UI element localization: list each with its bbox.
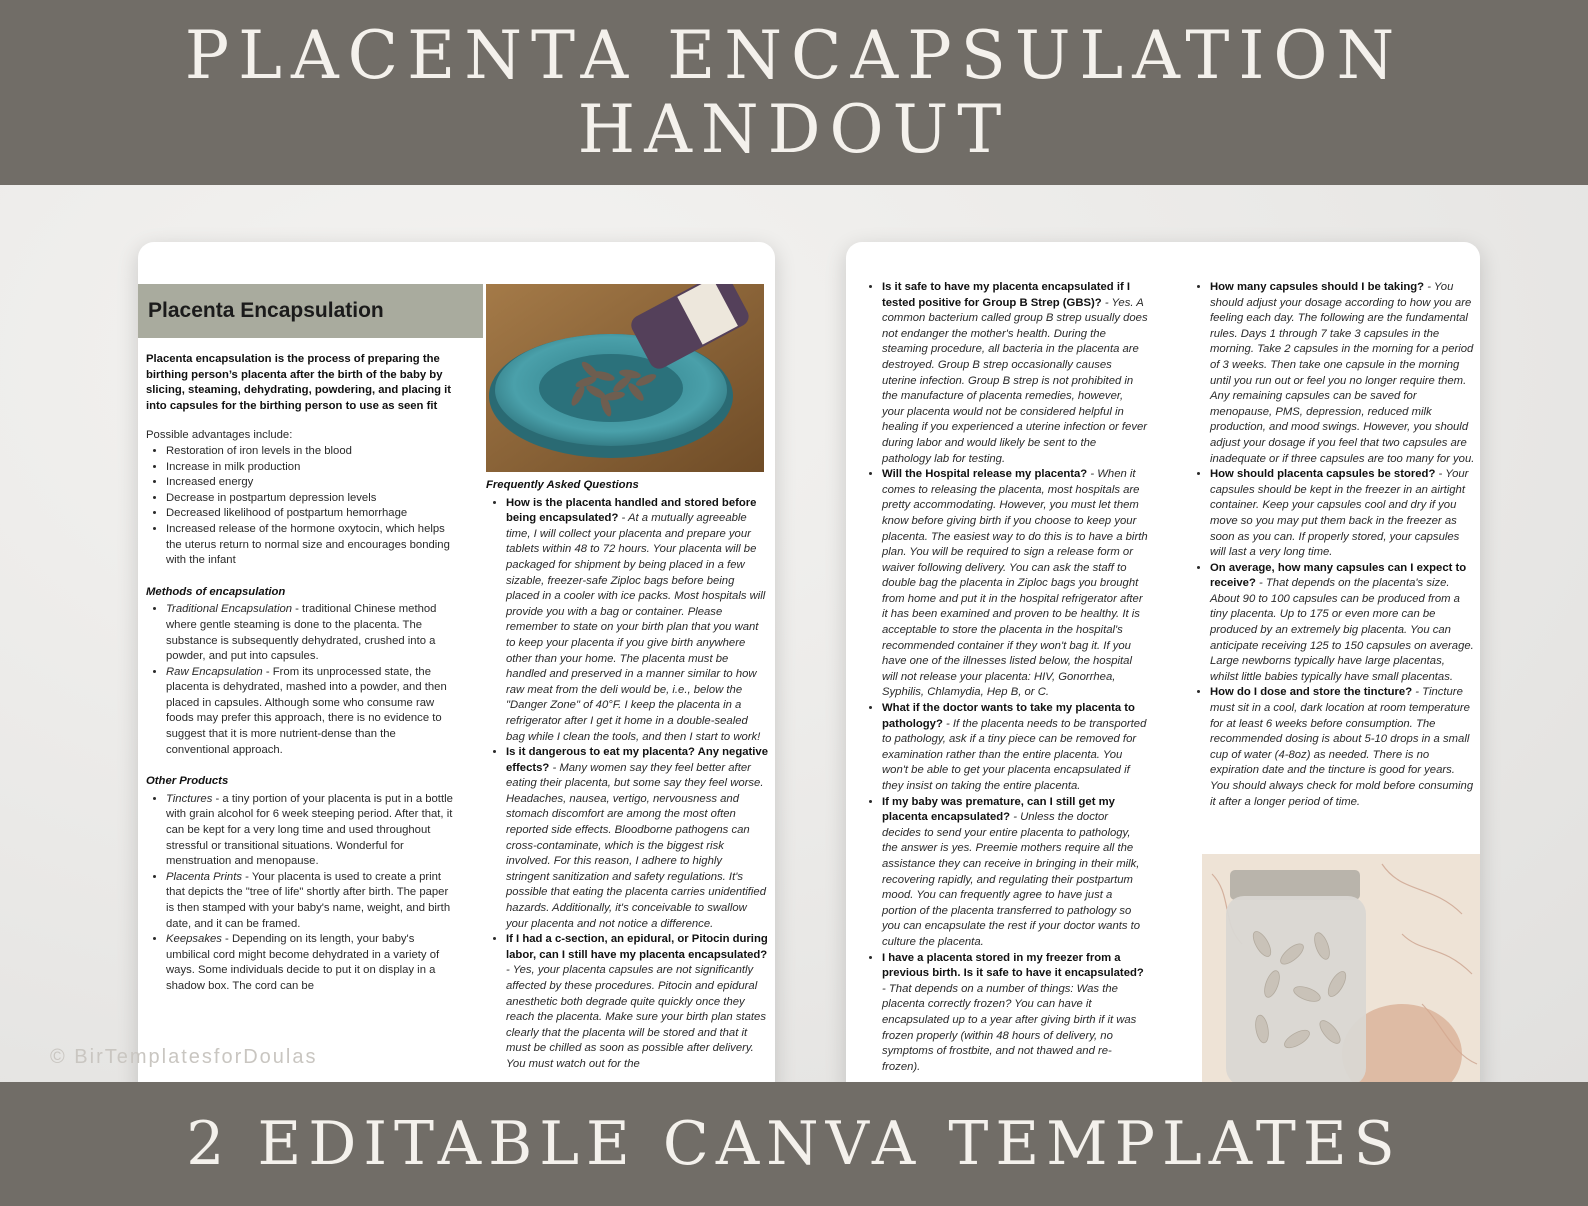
term: Placenta Prints	[166, 870, 242, 883]
faq-answer: - If the placenta needs to be transported to pathology, ask if a tiny piece can be removed for examination rather than the entire placenta. You won't be able to get your placenta encapsulated if they insist on taking the entire placenta.	[882, 717, 1147, 792]
faq-answer: - Tincture must sit in a cool, dark location at room temperature for at least 6 weeks before consumption. The recommended dosing is about 5-10 drops in a small cup of water (4-8oz) as needed. There is no expiration date and the tincture is good for years. You should always check for mold before consuming it after a longer period of time.	[1210, 686, 1474, 808]
list-item: • Decreased likelihood of postpartum hemorrhage	[166, 506, 456, 522]
faq-answer: - Your capsules should be kept in the freezer in an airtight container. Keep your capsules cool and dry if you move so you may put them back in the freezer as soon as you can. If properly stored, your capsules will last a very long time.	[1210, 468, 1469, 559]
faq-item	[882, 467, 1148, 701]
faq-list	[1190, 280, 1476, 810]
faq-answer: - Yes. A common bacterium called group B strep usually does not endanger the mother's health. During the steaming procedure, all bacteria in the placenta are destroyed. Group B strep occasionally causes uterine infection. Group B strep is not prohibited in the manufacture of placenta remedies, however, your placenta would not be considered helpful in healing if you experienced a uterine infection or fever during labor and would likely be sent to the pathology lab for testing.	[882, 296, 1148, 465]
left-column	[146, 352, 456, 995]
faq-item	[882, 701, 1148, 795]
page-title: Placenta Encapsulation	[148, 299, 384, 322]
list-item: • Restoration of iron levels in the blood	[166, 444, 456, 460]
faq-question: How do I dose and store the tincture?	[1210, 686, 1413, 699]
top-banner	[0, 0, 1588, 185]
faq-answer: - That depends on the placenta's size. About 90 to 100 capsules can be produced from a tiny placenta. Up to 175 or even more can be produced by an extremely big placenta. You can anticipate receiving 125 to 150 capsules on average. Large newborns typically have large placentas, whilst little babies typically have small placentas.	[1210, 577, 1474, 683]
faq-answer: - Yes, your placenta capsules are not significantly affected by these procedures. Pitocin and epidural anesthetic both degrade quite quickly once they reach the placenta. Make sure your birth plan states clearly that the placenta will be stored and that it must be chilled as soon as possible after delivery. You must watch out for the	[506, 964, 766, 1070]
list-item	[166, 870, 456, 932]
faq-item	[1210, 561, 1476, 686]
faq-item	[506, 932, 768, 1072]
other-products-list	[146, 792, 456, 995]
faq-question: How is the placenta handled and stored before being encapsulated?	[506, 496, 757, 525]
list-item	[166, 602, 456, 664]
faq-item	[1210, 685, 1476, 810]
term: Raw Encapsulation	[166, 665, 263, 678]
faq-question: How many capsules should I be taking?	[1210, 281, 1425, 293]
faq-question: On average, how many capsules can I expect to receive?	[1210, 561, 1467, 590]
right-column-2	[1190, 280, 1476, 810]
capsules-bowl-photo	[486, 284, 764, 472]
bottom-banner: 2 EDITABLE CANVA TEMPLATES	[0, 1082, 1588, 1206]
faq-question: If my baby was premature, can I still get my placenta encapsulated?	[882, 795, 1115, 824]
faq-heading: Frequently Asked Questions	[486, 479, 639, 491]
intro-paragraph: Placenta encapsulation is the process of preparing the birthing person’s placenta after the birth of the baby by slicing, steaming, dehydrating, powdering, and placing it into capsules for the birthing person to use as seen fit	[146, 353, 452, 412]
faq-question: Is it dangerous to eat my placenta? Any negative effects?	[506, 746, 768, 774]
faq-answer: - Unless the doctor decides to send your entire placenta to pathology, the answer is yes. Preemie mothers require all the assistance they can receive in bringing in their milk, recovering rapidly, and regulating their postpartum mood. You can frequently agree to have just a portion of the placenta transferred to pathology so you can encapsulate the rest if your doctor wants to culture the placenta.	[882, 811, 1141, 948]
faq-item	[882, 951, 1148, 1076]
title-bar	[138, 284, 483, 338]
faq-question: How should placenta capsules be stored?	[1210, 468, 1436, 481]
capsule-jar-photo	[1202, 854, 1480, 1094]
faq-question: Will the Hospital release my placenta?	[882, 468, 1088, 481]
faq-list	[486, 496, 768, 1073]
faq-item	[1210, 280, 1476, 467]
faq-item	[506, 745, 768, 932]
handout-page-2	[846, 242, 1480, 1102]
faq-answer: - Many women say they feel better after eating their placenta, but some say they feel worse. Headaches, nausea, vertigo, nervousness and stomach discomfort are among the most often reported side effects. Bloodborne pathogens can cross-contaminate, which is the biggest risk involved. For this reason, I adhere to highly stringent sanitization and safety regulations. It's possible that eating the placenta carries unidentified hazards. Additionally, it's conceivable to swallow your placenta and not notice a difference.	[506, 761, 766, 930]
capsules-bowl-image	[486, 284, 764, 472]
methods-heading: Methods of encapsulation	[146, 585, 286, 598]
banner-title-line1: PLACENTA ENCAPSULATION	[184, 17, 1404, 94]
faq-list	[862, 280, 1148, 1075]
handout-page-1	[138, 242, 775, 1102]
faq-question: Is it safe to have my placenta encapsulated if I tested positive for Group B Strep (GBS)?	[882, 281, 1130, 309]
faq-question: What if the doctor wants to take my placenta to pathology?	[882, 702, 1135, 730]
faq-item	[882, 795, 1148, 951]
right-column-1	[862, 280, 1148, 1075]
middle-column	[486, 478, 768, 1073]
banner-title-line2: HANDOUT	[577, 91, 1011, 168]
description: - Depending on its length, your baby's umbilical cord might become dehydrated in a variety of ways. Some individuals decide to put it on display in a shadow box. The cord can be	[166, 933, 440, 992]
list-item	[166, 932, 456, 994]
description: - a tiny portion of your placenta is put in a bottle with grain alcohol for 6 week steeping period. After that, it can be kept for a very long time and used throughout stressful or transitional situations. Wonderful for menstruation and menopause.	[166, 792, 453, 868]
list-item: • Increase in milk production	[166, 460, 456, 476]
term: Traditional Encapsulation	[166, 603, 293, 616]
term: Tinctures	[166, 792, 213, 805]
faq-item	[882, 280, 1148, 467]
faq-question: I have a placenta stored in my freezer from a previous birth. Is it safe to have it encapsulated?	[882, 951, 1144, 980]
description: - traditional Chinese method where gentle steaming is done to the placenta. The substance is subsequently dehydrated, crushed into a powder, and put into capsules.	[166, 603, 437, 663]
list-item: • Decrease in postpartum depression levels	[166, 491, 456, 507]
faq-item	[1210, 467, 1476, 561]
list-item	[166, 665, 456, 759]
faq-answer: - That depends on a number of things: Was the placenta correctly frozen? You can have it encapsulated up to a year after giving birth if it was frozen properly (within 48 hours of delivery, no symptoms of frostbite, and not thawed and re-frozen).	[882, 982, 1137, 1073]
list-item: • Increased release of the hormone oxytocin, which helps the uterus return to normal size and encourages bonding with the infant	[166, 522, 456, 569]
methods-list	[146, 602, 456, 758]
advantages-lead: Possible advantages include:	[146, 429, 293, 442]
faq-answer: - When it comes to releasing the placenta, most hospitals are pretty accommodating. However, you must let them know before giving birth if you choose to keep your placenta. The easiest way to do this is to have a birth plan. You will be required to sign a release form or waiver following delivery. You can ask the staff to double bag the placenta in Ziploc bags you brought from home and put it in the hospital refrigerator after it has been examined and proven to be healthy. It is acceptable to store the placenta in the hospital's recommended container if they won't bag it. If you have one of the illnesses listed below, the hospital will not release your placenta: HIV, Gonorrhea, Syphilis, Chlamydia, Hep B, or C.	[882, 468, 1148, 699]
description: - From its unprocessed state, the placenta is dehydrated, mashed into a powder, and then placed in capsules. Although some who consume raw foods may prefer this approach, there is no evidence to suggest that it is more nutrient-dense than the conventional approach.	[166, 665, 447, 756]
watermark: © BirTemplatesforDoulas	[50, 1046, 318, 1068]
faq-answer: - At a mutually agreeable time, I will collect your placenta and prepare your tablets within 48 to 72 hours. Your placenta will be packaged for shipment by being placed in a few sizable, freezer-safe Ziploc bags before being placed in a cooler with ice packs. Most hospitals will provide you with a bag or container. Please remember to state on your birth plan that you want to keep your placenta if you give birth anywhere other than your home. The placenta must be handled and preserved in a manner similar to how raw meat from the deli would be, i.e., below the "Danger Zone" of 40°F. I keep the placenta in a refrigerator after I get it home in a double-sealed bag while I clean the tools, and then I start to work!	[506, 512, 766, 743]
faq-item	[506, 496, 768, 746]
list-item	[166, 792, 456, 870]
capsule-jar-image	[1202, 854, 1480, 1094]
faq-question: If I had a c-section, an epidural, or Pitocin during labor, can I still have my placenta encapsulated?	[506, 933, 768, 961]
advantages-list	[146, 444, 456, 569]
term: Keepsakes	[166, 933, 222, 946]
description: - Your placenta is used to create a print that depicts the "tree of life" shortly after birth. The paper is then stamped with your baby's name, weight, and birth date, and it can be framed.	[166, 870, 451, 930]
list-item: • Increased energy	[166, 475, 456, 491]
faq-answer: - You should adjust your dosage according to how you are feeling each day. The following are the fundamental rules. Days 1 through 7 take 3 capsules in the morning. Take 2 capsules in the morning for a period of 3 weeks. Then take one capsule in the morning until you run out or feel you no longer require them. Any remaining capsules can be saved for menopause, PMS, depression, reduced milk production, and mood swings. However, you should adjust your dosage if you feel that two capsules are inadequate or if three capsules are too many for you.	[1210, 281, 1475, 465]
other-products-heading: Other Products	[146, 775, 229, 788]
